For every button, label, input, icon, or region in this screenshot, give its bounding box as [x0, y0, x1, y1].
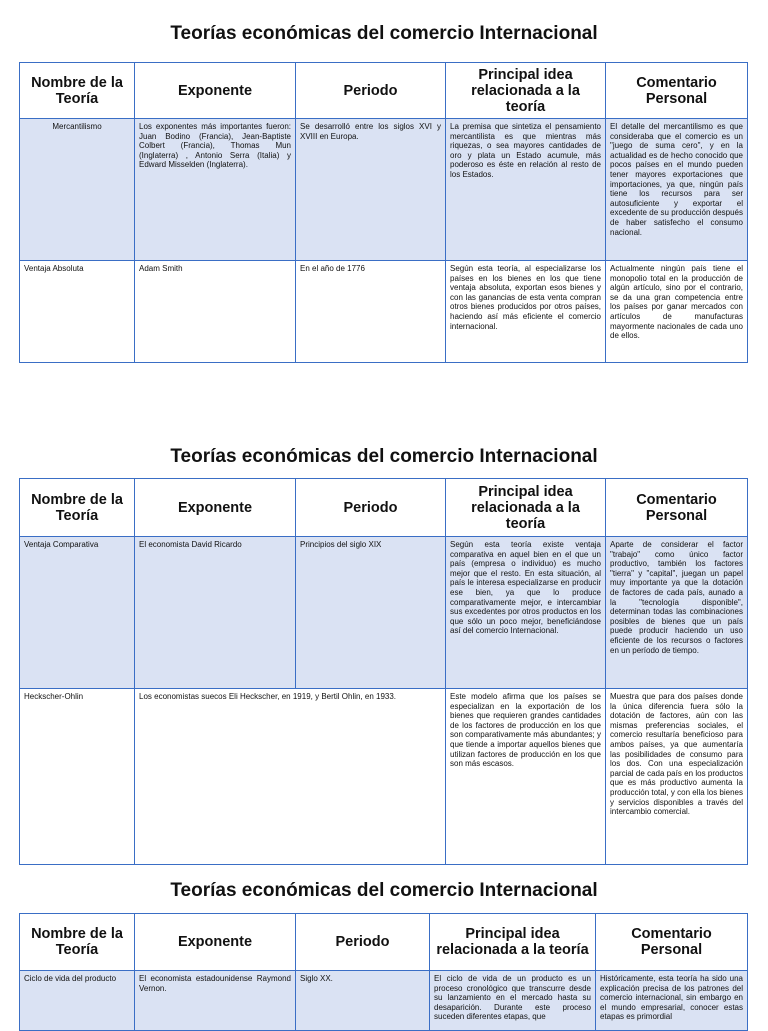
cell-exponente: El economista estadounidense Raymond Vernon.: [135, 971, 296, 1031]
cell-idea: La premisa que sintetiza el pensamiento mercantilista es que mientras más riquezas, o sea mayores cantidades de oro y plata un Estado acumule, más poderoso es éste en relación al resto de los Estados.: [446, 119, 606, 261]
header-comentario: Comentario Personal: [596, 914, 748, 971]
header-nombre: Nombre de la Teoría: [20, 63, 135, 119]
header-nombre: Nombre de la Teoría: [20, 479, 135, 537]
cell-nombre: Ventaja Comparativa: [20, 537, 135, 689]
cell-idea: Según esta teoría, al especializarse los países en los bienes en los que tiene ventaja absoluta, exportan esos bienes y con las ganancias de esta venta compran otros bienes producidos por otros países, haciendo así más eficiente el comercio internacional.: [446, 261, 606, 363]
theories-table: [19, 478, 748, 865]
header-comentario: Comentario Personal: [606, 479, 748, 537]
cell-exponente: Los exponentes más importantes fueron: Juan Bodino (Francia), Jean-Baptiste Colbert (Francia), Thomas Mun (Inglaterra) , Antonio Serra (Italia) y Edward Misselden (Inglaterra).: [135, 119, 296, 261]
cell-comentario: Actualmente ningún país tiene el monopolio total en la producción de algún artículo, sino por el contrario, se da una gran competencia entre los países por ganar mercados con artículos de manufacturas mayormente nacionales de cada uno de ellos.: [606, 261, 748, 363]
header-periodo: Periodo: [296, 63, 446, 119]
header-idea: Principal idea relacionada a la teoría: [446, 479, 606, 537]
section-title: Teorías económicas del comercio Internacional: [170, 880, 598, 901]
theories-table: [19, 62, 748, 363]
cell-comentario: Muestra que para dos países donde la única diferencia fuera sólo la dotación de factores, aún con las mismas preferencias sociales, el comercio resultaría beneficioso para ambos países, ya que aumentaría las posibilidades de consumo para los dos. Con una especialización parcial de cada país en los productos que es más productivo aumenta la producción total, y con ella los bienes y servicios disponibles a través del intercambio comercial.: [606, 689, 748, 865]
cell-exponente: Adam Smith: [135, 261, 296, 363]
section-2: [0, 441, 768, 817]
section-3: [0, 875, 768, 1022]
header-periodo: Periodo: [296, 914, 430, 971]
table-row: [20, 971, 748, 1031]
cell-comentario: Aparte de considerar el factor "trabajo" como único factor productivo, también los factores "tierra" y "capital", juegan un papel muy importante ya que la dotación de factores de cada país, aunado a la "tecnología disponible", determinan todas las combinaciones posibles de bienes que un país puede producir haciendo un uso eficiente de los recursos o factores en un período de tiempo.: [606, 537, 748, 689]
table-row: [20, 119, 748, 261]
cell-idea: Este modelo afirma que los países se especializan en la exportación de los bienes que requieren grandes cantidades de los factores de producción en los que son comparativamente más abundantes; y que tiende a importar aquellos bienes que utilizan factores de producción en los que son más escasos.: [446, 689, 606, 865]
table-row: [20, 689, 748, 865]
header-periodo: Periodo: [296, 479, 446, 537]
table-header-row: [20, 479, 748, 537]
theories-table: [19, 913, 748, 1031]
header-exponente: Exponente: [135, 63, 296, 119]
header-exponente: Exponente: [135, 914, 296, 971]
section-1: [0, 18, 768, 341]
cell-periodo: Siglo XX.: [296, 971, 430, 1031]
cell-nombre: Mercantilismo: [20, 119, 135, 261]
cell-comentario: El detalle del mercantilismo es que consideraba que el comercio es un "juego de suma cero", y en la actualidad es de hecho conocido que pocos países en el mundo pueden tener mayores exportaciones que importaciones, ya que, ningún país tiene los recursos para ser autosuficiente y exportar el excedente de su producción después de haber satisfecho el consumo nacional.: [606, 119, 748, 261]
cell-exponente: El economista David Ricardo: [135, 537, 296, 689]
section-title: Teorías económicas del comercio Internacional: [170, 23, 598, 44]
cell-periodo: Principios del siglo XIX: [296, 537, 446, 689]
cell-nombre: Ventaja Absoluta: [20, 261, 135, 363]
cell-idea: El ciclo de vida de un producto es un proceso cronológico que transcurre desde su lanzamiento en el mercado hasta su desaparición. Durante este proceso suceden diferentes etapas, que: [430, 971, 596, 1031]
cell-periodo: Se desarrolló entre los siglos XVI y XVIII en Europa.: [296, 119, 446, 261]
table-row: [20, 537, 748, 689]
cell-nombre: Ciclo de vida del producto: [20, 971, 135, 1031]
header-comentario: Comentario Personal: [606, 63, 748, 119]
header-idea: Principal idea relacionada a la teoría: [446, 63, 606, 119]
cell-comentario: Históricamente, esta teoría ha sido una explicación precisa de los patrones del comercio internacional, sin embargo en el mundo empresarial, conocer estas etapas es primordial: [596, 971, 748, 1031]
header-idea: Principal idea relacionada a la teoría: [430, 914, 596, 971]
section-title: Teorías económicas del comercio Internacional: [170, 446, 598, 467]
table-row: [20, 261, 748, 363]
table-header-row: [20, 63, 748, 119]
cell-exponente-periodo: Los economistas suecos Eli Heckscher, en 1919, y Bertil Ohlin, en 1933.: [135, 689, 446, 865]
header-exponente: Exponente: [135, 479, 296, 537]
cell-idea: Según esta teoría existe ventaja comparativa en aquel bien en el que un país (empresa o individuo) es mucho mejor que el resto. En esta situación, al país le interesa especializarse en producir ese bien, ya que lo produce comparativamente mejor, e intercambiar sus excedentes por otros productos en los que sólo un poco mejor, beneficiándose así del comercio Internacional.: [446, 537, 606, 689]
cell-periodo: En el año de 1776: [296, 261, 446, 363]
table-header-row: [20, 914, 748, 971]
header-nombre: Nombre de la Teoría: [20, 914, 135, 971]
cell-nombre: Heckscher-Ohlin: [20, 689, 135, 865]
